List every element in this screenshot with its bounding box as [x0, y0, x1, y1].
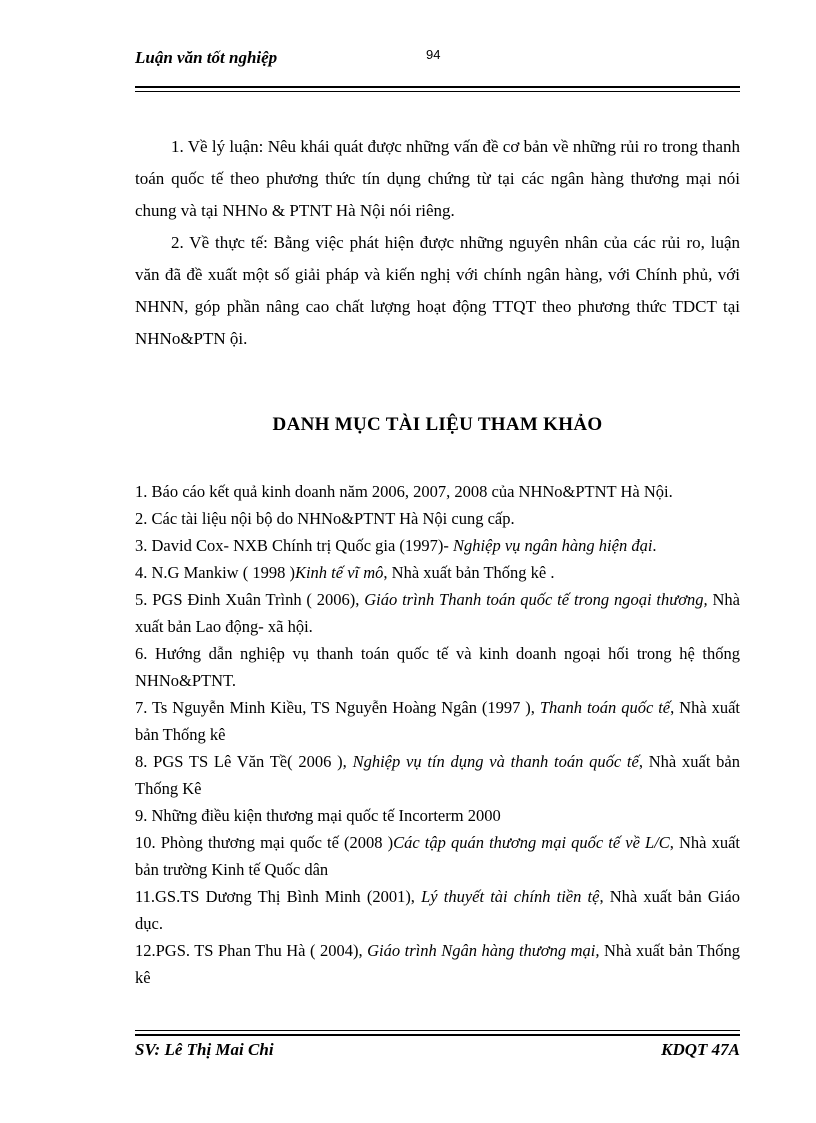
reference-title: Lý thuyết tài chính tiền tệ	[421, 887, 600, 906]
footer-student-name: SV: Lê Thị Mai Chi	[135, 1040, 274, 1059]
reference-title: Thanh toán quốc tế	[539, 698, 671, 717]
reference-text: .	[652, 536, 657, 555]
reference-text: , Nhà xuất bản Thống Kê	[135, 752, 740, 798]
reference-text: 4. N.G Mankiw ( 1998 )	[135, 563, 295, 582]
conclusion-paragraph-2: 2. Về thực tế: Bằng việc phát hiện được những nguyên nhân của các rủi ro, luận văn đã đề xuất một số giải pháp và kiến nghị với chính ngân hàng, với Chính phủ, với NHNN, góp phần nâng cao chất lượng hoạt động TTQT theo phương thức TDCT tại NHNo&PTN ội.	[135, 233, 740, 348]
reference-item-2	[135, 505, 740, 532]
footer-rule-top	[135, 1030, 740, 1031]
reference-item-10	[135, 829, 740, 883]
reference-title: Giáo trình Thanh toán quốc tế trong ngoại thương,	[364, 590, 708, 609]
references-heading: DANH MỤC TÀI LIỆU THAM KHẢO	[272, 414, 603, 435]
footer-class-code: KDQT 47A	[661, 1040, 740, 1059]
reference-text: , Nhà xuất bản trường Kinh tế Quốc dân	[135, 833, 740, 879]
footer-rule-bottom	[135, 1034, 740, 1036]
reference-text: 2. Các tài liệu nội bộ do NHNo&PTNT Hà Nội cung cấp.	[135, 509, 515, 528]
reference-item-11	[135, 883, 740, 937]
reference-text: 11.GS.TS Dương Thị Bình Minh (2001),	[135, 887, 422, 906]
reference-text: 7. Ts Nguyễn Minh Kiều, TS Nguyễn Hoàng Ngân (1997 ),	[135, 698, 540, 717]
page-number: 94	[426, 47, 441, 62]
reference-title: Kinh tế vĩ mô	[294, 563, 384, 582]
header-rule-top	[135, 86, 740, 88]
reference-text: Nhà xuất bản Thống kê	[135, 941, 740, 987]
reference-item-4	[135, 559, 740, 586]
reference-item-6	[135, 640, 740, 694]
reference-text: 3. David Cox- NXB Chính trị Quốc gia (1997)-	[135, 536, 454, 555]
reference-title: Nghiệp vụ tín dụng và thanh toán quốc tế	[352, 752, 639, 771]
reference-text: 6. Hướng dẫn nghiệp vụ thanh toán quốc tế và kinh doanh ngoại hối trong hệ thống NHNo&PTNT.	[135, 644, 740, 690]
reference-item-1	[135, 478, 740, 505]
reference-title: Nghiệp vụ ngân hàng hiện đại	[453, 536, 653, 555]
reference-item-8	[135, 748, 740, 802]
reference-item-9	[135, 802, 740, 829]
header-rule-bottom	[135, 91, 740, 92]
reference-title: Các tập quán thương mại quốc tế về L/C	[393, 833, 670, 852]
header-title: Luận văn tốt nghiệp	[135, 48, 278, 67]
reference-text: Nhà xuất bản Lao động- xã hội.	[135, 590, 740, 636]
reference-item-5	[135, 586, 740, 640]
reference-item-3	[135, 532, 740, 559]
reference-item-7	[135, 694, 740, 748]
reference-text: 5. PGS Đinh Xuân Trình ( 2006),	[135, 590, 365, 609]
reference-text: 10. Phòng thương mại quốc tế (2008 )	[135, 833, 394, 852]
reference-text: , Nhà xuất bản Thống kê	[135, 698, 740, 744]
reference-text: , Nhà xuất bản Giáo dục.	[135, 887, 740, 933]
reference-title: Giáo trình Ngân hàng thương mại,	[367, 941, 600, 960]
reference-list	[135, 478, 740, 991]
reference-text: 1. Báo cáo kết quả kinh doanh năm 2006, 2007, 2008 của NHNo&PTNT Hà Nội.	[135, 482, 673, 501]
reference-text: , Nhà xuất bản Thống kê .	[383, 563, 555, 582]
conclusion-text	[135, 131, 740, 355]
conclusion-paragraph-1: 1. Về lý luận: Nêu khái quát được những vấn đề cơ bản về những rủi ro trong thanh toán quốc tế theo phương thức tín dụng chứng từ tại các ngân hàng thương mại nói chung và tại NHNo & PTNT Hà Nội nói riêng.	[135, 137, 740, 220]
reference-text: 8. PGS TS Lê Văn Tề( 2006 ),	[135, 752, 353, 771]
reference-text: 12.PGS. TS Phan Thu Hà ( 2004),	[135, 941, 368, 960]
reference-item-12	[135, 937, 740, 991]
reference-text: 9. Những điều kiện thương mại quốc tế Incorterm 2000	[135, 806, 501, 825]
